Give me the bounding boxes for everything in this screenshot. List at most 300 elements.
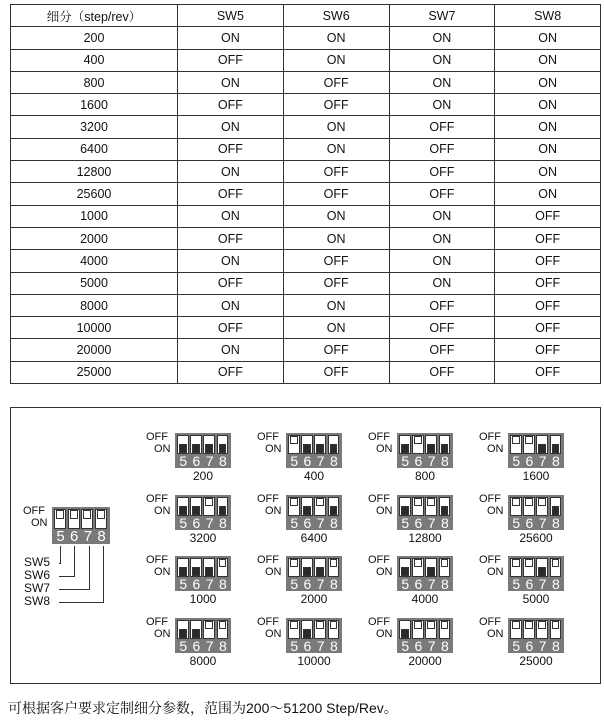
table-row bbox=[11, 183, 601, 205]
switch-number: 8 bbox=[218, 575, 227, 592]
switch-state: OFF bbox=[178, 317, 284, 339]
switch-number: 8 bbox=[218, 514, 227, 531]
switch-slot bbox=[439, 558, 451, 577]
switch-number: 6 bbox=[414, 575, 423, 592]
knob-off bbox=[525, 621, 533, 629]
off-label: OFF bbox=[257, 616, 279, 628]
switch-state: OFF bbox=[495, 361, 601, 383]
switch-number: 8 bbox=[97, 527, 106, 545]
table-row bbox=[11, 49, 601, 71]
microstep-value: 4000 bbox=[11, 250, 178, 272]
switch-number: 8 bbox=[551, 637, 560, 654]
switch-number: 8 bbox=[440, 514, 449, 531]
on-label: ON bbox=[265, 566, 282, 578]
header-sw8: SW8 bbox=[495, 5, 601, 27]
off-label: OFF bbox=[23, 505, 45, 517]
on-label: ON bbox=[376, 628, 393, 640]
switch-slot bbox=[439, 435, 451, 454]
table-row bbox=[11, 138, 601, 160]
switch-number: 5 bbox=[512, 637, 521, 654]
switch-slot bbox=[510, 558, 522, 577]
header-sw6: SW6 bbox=[283, 5, 389, 27]
switch-slot bbox=[314, 620, 326, 639]
switch-slot bbox=[314, 497, 326, 516]
microstep-value: 20000 bbox=[11, 339, 178, 361]
switch-state: ON bbox=[178, 205, 284, 227]
table-row bbox=[11, 94, 601, 116]
header-microstep: 细分（step/rev） bbox=[11, 5, 178, 27]
switch-slot bbox=[412, 435, 424, 454]
switch-state: ON bbox=[283, 49, 389, 71]
switch-state: OFF bbox=[178, 361, 284, 383]
header-sw5: SW5 bbox=[178, 5, 284, 27]
switch-number: 6 bbox=[303, 575, 312, 592]
switch-number: 8 bbox=[329, 637, 338, 654]
knob-off bbox=[70, 510, 78, 519]
switch-state: ON bbox=[495, 138, 601, 160]
off-label: OFF bbox=[257, 493, 279, 505]
table-row bbox=[11, 294, 601, 316]
off-label: OFF bbox=[368, 554, 390, 566]
switch-slot bbox=[288, 435, 300, 454]
switch-state: OFF bbox=[283, 361, 389, 383]
on-label: ON bbox=[487, 505, 504, 517]
switch-slot bbox=[190, 435, 202, 454]
switch-slot bbox=[177, 435, 189, 454]
setting-label: 5000 bbox=[522, 592, 550, 606]
switch-number: 6 bbox=[525, 637, 534, 654]
knob-off bbox=[56, 510, 64, 519]
switch-state: OFF bbox=[178, 272, 284, 294]
switch-slot bbox=[54, 509, 66, 529]
knob-off bbox=[414, 498, 422, 506]
switch-number: 8 bbox=[551, 452, 560, 469]
switch-state: ON bbox=[178, 339, 284, 361]
legend-name-sw8: SW8 bbox=[24, 594, 51, 608]
switch-number: 8 bbox=[551, 575, 560, 592]
switch-slot bbox=[301, 497, 313, 516]
knob-off bbox=[83, 510, 91, 519]
switch-slot bbox=[177, 497, 189, 516]
switch-state: OFF bbox=[178, 183, 284, 205]
switch-slot bbox=[81, 509, 93, 529]
switch-slot bbox=[425, 497, 437, 516]
switch-slot bbox=[399, 497, 411, 516]
switch-number: 5 bbox=[512, 452, 521, 469]
switch-state: ON bbox=[178, 250, 284, 272]
switch-number: 7 bbox=[538, 452, 547, 469]
switch-state: OFF bbox=[178, 49, 284, 71]
switch-slot bbox=[523, 435, 535, 454]
switch-number: 8 bbox=[551, 514, 560, 531]
off-label: OFF bbox=[368, 616, 390, 628]
knob-off bbox=[441, 559, 449, 567]
switch-slot bbox=[314, 558, 326, 577]
microstep-value: 200 bbox=[11, 27, 178, 49]
switch-state: ON bbox=[389, 205, 495, 227]
microstep-value: 12800 bbox=[11, 161, 178, 183]
switch-slot bbox=[536, 558, 548, 577]
switch-slot bbox=[203, 558, 215, 577]
switch-slot bbox=[523, 558, 535, 577]
on-label: ON bbox=[31, 517, 48, 529]
switch-state: OFF bbox=[178, 94, 284, 116]
switch-slot bbox=[328, 435, 340, 454]
switch-state: ON bbox=[495, 183, 601, 205]
switch-state: OFF bbox=[283, 94, 389, 116]
knob-off bbox=[552, 559, 560, 567]
switch-number: 5 bbox=[512, 514, 521, 531]
switch-number: 7 bbox=[538, 575, 547, 592]
switch-state: OFF bbox=[283, 250, 389, 272]
off-label: OFF bbox=[479, 493, 501, 505]
switch-number: 7 bbox=[427, 452, 436, 469]
setting-label: 200 bbox=[192, 469, 214, 483]
switch-slot bbox=[510, 620, 522, 639]
knob-off bbox=[414, 559, 422, 567]
knob-off bbox=[330, 621, 338, 629]
switch-state: OFF bbox=[495, 227, 601, 249]
on-label: ON bbox=[376, 443, 393, 455]
dip-switch-diagram bbox=[10, 407, 601, 684]
table-row bbox=[11, 161, 601, 183]
switch-slot bbox=[550, 435, 562, 454]
switch-slot bbox=[399, 620, 411, 639]
switch-slot bbox=[203, 435, 215, 454]
knob-off bbox=[330, 559, 338, 567]
knob-off bbox=[414, 621, 422, 629]
switch-state: ON bbox=[283, 205, 389, 227]
switch-number: 7 bbox=[538, 637, 547, 654]
switch-state: OFF bbox=[283, 161, 389, 183]
knob-off bbox=[219, 559, 227, 567]
switch-state: ON bbox=[389, 94, 495, 116]
switch-number: 6 bbox=[525, 575, 534, 592]
switch-state: ON bbox=[389, 250, 495, 272]
switch-state: OFF bbox=[283, 183, 389, 205]
switch-slot bbox=[439, 497, 451, 516]
microstep-value: 8000 bbox=[11, 294, 178, 316]
setting-label: 10000 bbox=[297, 654, 331, 668]
switch-state: ON bbox=[178, 116, 284, 138]
switch-state: ON bbox=[389, 71, 495, 93]
switch-slot bbox=[288, 497, 300, 516]
knob-off bbox=[427, 498, 435, 506]
switch-state: OFF bbox=[389, 138, 495, 160]
table-row bbox=[11, 205, 601, 227]
knob-off bbox=[552, 621, 560, 629]
switch-state: OFF bbox=[495, 205, 601, 227]
switch-slot bbox=[550, 497, 562, 516]
switch-slot bbox=[523, 620, 535, 639]
switch-number: 5 bbox=[179, 452, 188, 469]
switch-number: 7 bbox=[205, 575, 214, 592]
switch-slot bbox=[203, 620, 215, 639]
switch-slot bbox=[288, 558, 300, 577]
switch-state: ON bbox=[389, 272, 495, 294]
switch-number: 6 bbox=[192, 575, 201, 592]
knob-off bbox=[205, 621, 213, 629]
off-label: OFF bbox=[146, 431, 168, 443]
switch-number: 6 bbox=[414, 452, 423, 469]
knob-off bbox=[290, 436, 298, 444]
microstep-value: 1000 bbox=[11, 205, 178, 227]
header-sw7: SW7 bbox=[389, 5, 495, 27]
switch-number: 8 bbox=[440, 575, 449, 592]
switch-slot bbox=[412, 497, 424, 516]
microstep-value: 25600 bbox=[11, 183, 178, 205]
switch-number: 7 bbox=[205, 637, 214, 654]
switch-state: ON bbox=[283, 317, 389, 339]
switch-slot bbox=[301, 620, 313, 639]
switch-slot bbox=[190, 558, 202, 577]
switch-number: 6 bbox=[414, 514, 423, 531]
switch-slot bbox=[439, 620, 451, 639]
switch-number: 7 bbox=[205, 452, 214, 469]
table-row bbox=[11, 272, 601, 294]
switch-number: 5 bbox=[290, 575, 299, 592]
switch-number: 7 bbox=[316, 575, 325, 592]
knob-off bbox=[512, 559, 520, 567]
switch-number: 5 bbox=[179, 637, 188, 654]
switch-state: ON bbox=[495, 94, 601, 116]
knob-off bbox=[290, 498, 298, 506]
switch-slot bbox=[314, 435, 326, 454]
switch-state: OFF bbox=[495, 339, 601, 361]
switch-number: 5 bbox=[512, 575, 521, 592]
setting-label: 8000 bbox=[189, 654, 217, 668]
table-row bbox=[11, 339, 601, 361]
legend-name-sw5: SW5 bbox=[24, 555, 51, 569]
microstep-table bbox=[10, 4, 601, 384]
switch-slot bbox=[399, 435, 411, 454]
setting-label: 3200 bbox=[189, 531, 217, 545]
setting-label: 12800 bbox=[408, 531, 442, 545]
knob-off bbox=[97, 510, 105, 519]
microstep-value: 400 bbox=[11, 49, 178, 71]
switch-number: 7 bbox=[538, 514, 547, 531]
microstep-value: 6400 bbox=[11, 138, 178, 160]
switch-number: 5 bbox=[56, 527, 65, 545]
switch-number: 6 bbox=[303, 452, 312, 469]
on-label: ON bbox=[487, 443, 504, 455]
switch-number: 7 bbox=[427, 637, 436, 654]
switch-state: ON bbox=[283, 227, 389, 249]
legend-name-sw6: SW6 bbox=[24, 568, 51, 582]
setting-label: 1000 bbox=[189, 592, 217, 606]
switch-slot bbox=[328, 558, 340, 577]
setting-label: 1600 bbox=[522, 469, 550, 483]
switch-state: ON bbox=[283, 27, 389, 49]
on-label: ON bbox=[487, 566, 504, 578]
switch-slot bbox=[550, 620, 562, 639]
switch-state: ON bbox=[495, 116, 601, 138]
off-label: OFF bbox=[479, 554, 501, 566]
switch-slot bbox=[190, 497, 202, 516]
setting-label: 20000 bbox=[408, 654, 442, 668]
table-row bbox=[11, 361, 601, 383]
on-label: ON bbox=[487, 628, 504, 640]
switch-state: ON bbox=[389, 49, 495, 71]
knob-off bbox=[525, 559, 533, 567]
switch-number: 6 bbox=[414, 637, 423, 654]
knob-off bbox=[512, 498, 520, 506]
switch-state: OFF bbox=[389, 161, 495, 183]
on-label: ON bbox=[154, 443, 171, 455]
switch-number: 6 bbox=[303, 514, 312, 531]
switch-number: 7 bbox=[427, 514, 436, 531]
switch-number: 8 bbox=[218, 452, 227, 469]
switch-number: 5 bbox=[290, 452, 299, 469]
switch-state: OFF bbox=[178, 138, 284, 160]
knob-off bbox=[525, 498, 533, 506]
switch-slot bbox=[177, 558, 189, 577]
switch-slot bbox=[510, 435, 522, 454]
switch-number: 8 bbox=[329, 452, 338, 469]
switch-state: OFF bbox=[389, 339, 495, 361]
switch-number: 6 bbox=[192, 514, 201, 531]
on-label: ON bbox=[154, 566, 171, 578]
switch-number: 7 bbox=[316, 452, 325, 469]
switch-number: 8 bbox=[440, 452, 449, 469]
switch-state: ON bbox=[283, 138, 389, 160]
switch-slot bbox=[288, 620, 300, 639]
switch-number: 7 bbox=[316, 514, 325, 531]
switch-slot bbox=[536, 435, 548, 454]
knob-off bbox=[290, 621, 298, 629]
switch-state: ON bbox=[495, 49, 601, 71]
switch-number: 6 bbox=[192, 452, 201, 469]
microstep-value: 25000 bbox=[11, 361, 178, 383]
on-label: ON bbox=[154, 505, 171, 517]
leader-line bbox=[59, 546, 104, 603]
off-label: OFF bbox=[368, 431, 390, 443]
switch-number: 5 bbox=[401, 575, 410, 592]
off-label: OFF bbox=[479, 431, 501, 443]
switch-number: 6 bbox=[525, 452, 534, 469]
switch-number: 5 bbox=[179, 514, 188, 531]
switch-slot bbox=[217, 558, 229, 577]
switch-slot bbox=[301, 558, 313, 577]
switch-state: ON bbox=[495, 161, 601, 183]
table-row bbox=[11, 27, 601, 49]
switch-slot bbox=[412, 558, 424, 577]
switch-state: OFF bbox=[389, 116, 495, 138]
switch-slot bbox=[68, 509, 80, 529]
setting-label: 25600 bbox=[519, 531, 553, 545]
off-label: OFF bbox=[257, 431, 279, 443]
switch-slot bbox=[301, 435, 313, 454]
off-label: OFF bbox=[146, 616, 168, 628]
switch-number: 5 bbox=[179, 575, 188, 592]
switch-state: ON bbox=[178, 71, 284, 93]
off-label: OFF bbox=[479, 616, 501, 628]
on-label: ON bbox=[265, 505, 282, 517]
switch-state: ON bbox=[495, 71, 601, 93]
switch-number: 8 bbox=[329, 575, 338, 592]
switch-slot bbox=[217, 620, 229, 639]
knob-off bbox=[525, 436, 533, 444]
switch-slot bbox=[510, 497, 522, 516]
switch-slot bbox=[425, 620, 437, 639]
switch-number: 7 bbox=[83, 527, 93, 545]
switch-state: OFF bbox=[283, 71, 389, 93]
switch-slot bbox=[177, 620, 189, 639]
switch-number: 8 bbox=[440, 637, 449, 654]
microstep-value: 3200 bbox=[11, 116, 178, 138]
switch-state: OFF bbox=[283, 272, 389, 294]
switch-slot bbox=[399, 558, 411, 577]
switch-number: 6 bbox=[303, 637, 312, 654]
table-body bbox=[11, 27, 601, 384]
switch-state: ON bbox=[283, 116, 389, 138]
table-row bbox=[11, 317, 601, 339]
on-label: ON bbox=[154, 628, 171, 640]
switch-slot bbox=[412, 620, 424, 639]
switch-number: 5 bbox=[401, 452, 410, 469]
on-label: ON bbox=[376, 566, 393, 578]
switch-number: 5 bbox=[401, 514, 410, 531]
switch-number: 6 bbox=[525, 514, 534, 531]
switch-slot bbox=[536, 497, 548, 516]
setting-label: 400 bbox=[303, 469, 325, 483]
switch-slot bbox=[95, 509, 107, 529]
setting-label: 4000 bbox=[411, 592, 439, 606]
switch-state: ON bbox=[495, 27, 601, 49]
off-label: OFF bbox=[146, 493, 168, 505]
switch-slot bbox=[217, 435, 229, 454]
switch-number: 8 bbox=[218, 637, 227, 654]
setting-label: 25000 bbox=[519, 654, 553, 668]
switch-number: 8 bbox=[329, 514, 338, 531]
switch-number: 7 bbox=[205, 514, 214, 531]
switch-state: OFF bbox=[389, 294, 495, 316]
caption: 可根据客户要求定制细分参数，范围为200～51200 Step/Rev。 bbox=[8, 700, 398, 716]
switch-number: 7 bbox=[316, 637, 325, 654]
knob-off bbox=[538, 621, 546, 629]
microstep-value: 5000 bbox=[11, 272, 178, 294]
knob-off bbox=[316, 498, 324, 506]
switch-state: ON bbox=[178, 294, 284, 316]
switch-slot bbox=[203, 497, 215, 516]
switch-state: ON bbox=[389, 27, 495, 49]
table-row bbox=[11, 71, 601, 93]
switch-state: ON bbox=[283, 294, 389, 316]
switch-state: OFF bbox=[283, 339, 389, 361]
setting-label: 6400 bbox=[300, 531, 328, 545]
switch-slot bbox=[217, 497, 229, 516]
off-label: OFF bbox=[146, 554, 168, 566]
knob-off bbox=[205, 498, 213, 506]
off-label: OFF bbox=[257, 554, 279, 566]
switch-state: OFF bbox=[389, 183, 495, 205]
switch-slot bbox=[328, 497, 340, 516]
switch-number: 7 bbox=[427, 575, 436, 592]
switch-number: 5 bbox=[290, 637, 299, 654]
switch-slot bbox=[190, 620, 202, 639]
switch-number: 6 bbox=[70, 527, 79, 545]
switch-slot bbox=[523, 497, 535, 516]
switch-state: OFF bbox=[495, 250, 601, 272]
setting-label: 2000 bbox=[300, 592, 328, 606]
microstep-value: 10000 bbox=[11, 317, 178, 339]
legend-name-sw7: SW7 bbox=[24, 581, 51, 595]
switch-state: OFF bbox=[495, 294, 601, 316]
off-label: OFF bbox=[368, 493, 390, 505]
switch-number: 6 bbox=[192, 637, 201, 654]
switch-slot bbox=[425, 558, 437, 577]
knob-off bbox=[414, 436, 422, 444]
